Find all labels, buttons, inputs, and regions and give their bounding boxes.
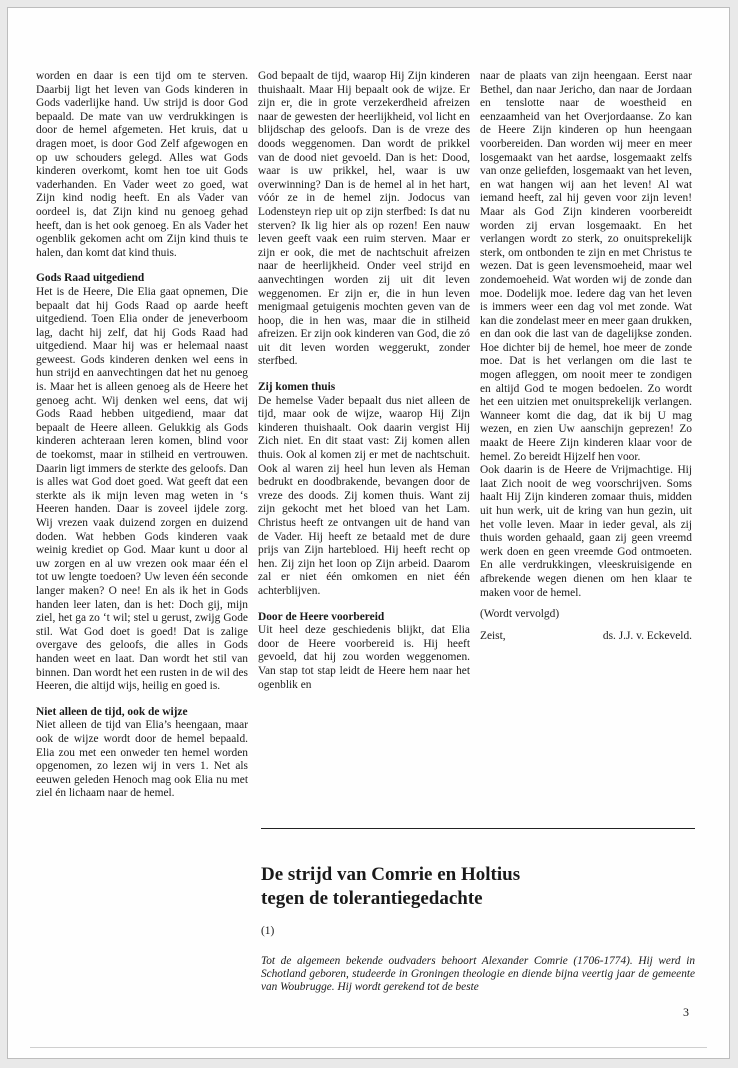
continued-note: (Wordt vervolgd) — [480, 608, 560, 621]
paragraph: Ook daarin is de Heere de Vrijmachtige. Hij laat Zich nooit de weg voorschrijven. Soms haalt Hij Zijn kinderen zomaar thuis, midden uit hun werk, uit de kring van hun gezin, uit het volle leven. Maar in ieder geval, als zij thuis worden gehaald, gaan zij geen vreemd werk doen en geen vreemde God ontmoeten. En alle verdrukkingen, vleeskruisigende en afbrekende wegen dienen om hen klaar te maken voor de hemel. — [480, 464, 692, 599]
title-line-1: De strijd van Comrie en Holtius — [261, 864, 521, 885]
page-number: 3 — [683, 1005, 689, 1019]
section-heading: Zij komen thuis — [258, 381, 336, 394]
signature-line — [480, 630, 692, 644]
paragraph: De hemelse Vader bepaalt dus niet alleen de tijd, maar ook de wijze, waarop Hij Zijn kinderen thuishaalt. Ook daarin vergist Hij Zich niet. En dit staat vast: Zij komen allen thuis. Ook al komen zij er met de nachtschuit. Ook al waren zij heel hun leven als Heman bedrukt en doodbrakende, bevangen door de vreze des doods. Zij komen thuis. Want zij zijn gekocht met het bloed van het Lam. Christus heeft ze ontvangen uit de hand van de Vader. Hij heeft ze betaald met de dure prijs van Zijn hartebloed. Hij heeft recht op hen. Zij zijn het loon op Zijn arbeid. Daarom zal er niet één omkomen en niet één achterblijven. — [258, 394, 470, 597]
article-number: (1) — [261, 925, 275, 937]
column-2 — [258, 70, 470, 692]
article-intro: Tot de algemeen bekende oudvaders behoort Alexander Comrie (1706-1774). Hij werd in Schotland geboren, studeerde in Groningen theologie en diende bijna veertig jaar de gemeente van Woubrugge. Hij wordt gerekend tot de beste — [261, 954, 695, 994]
paragraph: Het is de Heere, Die Elia gaat opnemen, Die bepaalt dat hij Gods Raad op aarde heeft uitgediend. Toen Elia onder de jeneverboom lag, dacht hij zelf, dat hij Gods Raad had uitgediend. Maar hij was er helemaal naast geweest. Gods kinderen denken wel eens in hun strijd en aanvechtingen dat het nu genoeg is. Maar het is alleen genoeg als de Heere het genoeg acht. Wij denken wel eens, dat wij Gods Raad hebben uitgediend, maar dat bepaalt de Heere alleen. Gelukkig als Gods kinderen achteraan leren komen, blind voor de toekomst, maar in stilheid en vertrouwen. Daarin ligt immers de sterkte des geloofs. Dan is alles wat God doet goed. Wat geeft dat een sterkte als ik mijn leven mag weten in ‘s Heeren handen. Daar is zoveel ijdele zorg. Wij vrezen vaak duizend zorgen en duizend doden. Wat hebben Gods kinderen vaak weinig krediet op God. Maar kunt u door al uw zorgen en al uw vrezen ook maar één el tot uw lengte toedoen? Uw leven één seconde langer maken? O nee! En als ik het in Gods handen leer laten, dan is het: Doch gij, mijn ziel, het ga zo ‘t wil; stel u gerust, zwijg Gode stil. Wat God doet is goed! Dat is zalige overgave des geloofs, die alles in Gods handen weet en laat. Dan wordt het stil van binnen. Dan wordt het een rusten in de wil des Heeren, die altijd wijs, heilig en goed is. — [36, 285, 248, 693]
column-1 — [36, 70, 248, 801]
paragraph: God bepaalt de tijd, waarop Hij Zijn kinderen thuishaalt. Maar Hij bepaalt ook de wijze. Er zijn er, die in grote verzekerdheid afreizen naar de gewesten der heerlijkheid, vol licht en blijdschap des geloofs. Dan is de vreze des doods weggenomen. Dan wordt de prikkel van de dood niet gevoeld. Dan is het: Dood, waar is uw prikkel, hel, waar is uw overwinning? Dan is de hemel al in het hart, vóór ze in de hemel zijn. Jodocus van Lodensteyn riep uit op zijn sterfbed: Is dat nu sterven? Ik lig hier als op rozen! Een nauw leven geeft vaak een ruim sterven. Maar er zijn er ook, die met de nachtschuit afreizen naar de heerlijkheid. Onder veel strijd en aanvechtingen worden zij uit dit leven weggenomen. Er zijn er, die in hun leven menigmaal getuigenis mochten geven van de hoop, die in hen was, maar die in stilheid afreizen. Er zijn ook kinderen van God, die zó uit dit leven worden weggerukt, zonder sterfbed. — [258, 70, 470, 368]
paragraph: naar de plaats van zijn heengaan. Eerst naar Bethel, dan naar Jericho, dan naar de Jordaan en tenslotte naar de woestheid en eenzaamheid van het Overjordaanse. Zo kan de Heere Zijn kinderen op hun heengaan voorbereiden. Dan worden wij meer en meer losgemaakt van het aardse, losgemaakt zelfs van onze geliefden, losgemaakt van het leven, en wat hangen wij aan het leven! Al wat iemand heeft, zal hij geven voor zijn leven! Maar als God Zijn kinderen voorbereidt worden zij ervan losgemaakt. En het verlangen wordt zo sterk, zo onuitsprekelijk sterk, om ontbonden te zijn en met Christus te wezen. Dat is geen levensmoeheid, maar wel zondemoeheid. Wat worden wij de zonde dan moe. Dodelijk moe. Iedere dag van het leven is immers weer een dag vol met zonde. Wat kan die zondelast meer en meer gaan drukken, en dan ook die last van de dagelijkse zonden. Hoe dichter bij de hemel, hoe meer de zonde moe. Dat is het verlangen om die last te mogen afleggen, om nooit meer te zondigen en altijd God te mogen bedoelen. Zo wordt het een uitzien met onuitsprekelijk verlangen. Wanneer komt die dag, dat ik bij U mag wezen, en zien Uw aanschijn geprezen! Zo maakt de Heere Zijn kinderen klaar voor de hemel. Zo bereidt Hijzelf hen voor. — [480, 70, 692, 463]
section-heading: Gods Raad uitgediend — [36, 272, 145, 285]
divider-rule — [261, 828, 695, 829]
section-heading: Niet alleen de tijd, ook de wijze — [36, 705, 188, 718]
title-line-2: tegen de tolerantiegedachte — [261, 888, 483, 909]
article-title — [261, 863, 695, 911]
column-3 — [480, 70, 692, 643]
page — [7, 7, 730, 1059]
place: Zeist, — [480, 629, 506, 642]
paragraph: Niet alleen de tijd van Elia’s heengaan, maar ook de wijze wordt door de hemel bepaald. Elia zou met een onweder ten hemel worden opgenomen, zo lezen wij in vers 1. Net als eeuwen geleden Henoch mag ook Elia nu met ziel én lichaam naar de hemel. — [36, 719, 248, 800]
paragraph: worden en daar is een tijd om te sterven. Daarbij ligt het leven van Gods kinderen in Gods vaderlijke hand. Uw strijd is door God bepaald. De mate van uw verdrukkingen is door de hemel afgemeten. Het kruis, dat u dragen moet, is door God Zelf afgewogen en op uw schouders gelegd. Alles wat Gods kinderen overkomt, komt hen toe uit Gods vaderhanden. En Vader weet zo goed, wat Zijn kind nodig heeft. En als Vader van oordeel is, dat Zijn kind nu genoeg gehad heeft, dan is het ook genoeg. En als Vader het ogenblik gekomen acht om Zijn kind thuis te halen, dan komt dat kind thuis. — [36, 70, 248, 259]
author: ds. J.J. v. Eckeveld. — [602, 629, 692, 642]
article-header — [261, 863, 695, 995]
bottom-divider — [30, 1047, 707, 1048]
section-heading: Door de Heere voorbereid — [258, 610, 385, 623]
paragraph: Uit heel deze geschiedenis blijkt, dat Elia door de Heere voorbereid is. Hij heeft gevoeld, dat hij zou worden weggenomen. Van stap tot stap leidt de Heere hem naar het ogenblik en — [258, 624, 470, 691]
